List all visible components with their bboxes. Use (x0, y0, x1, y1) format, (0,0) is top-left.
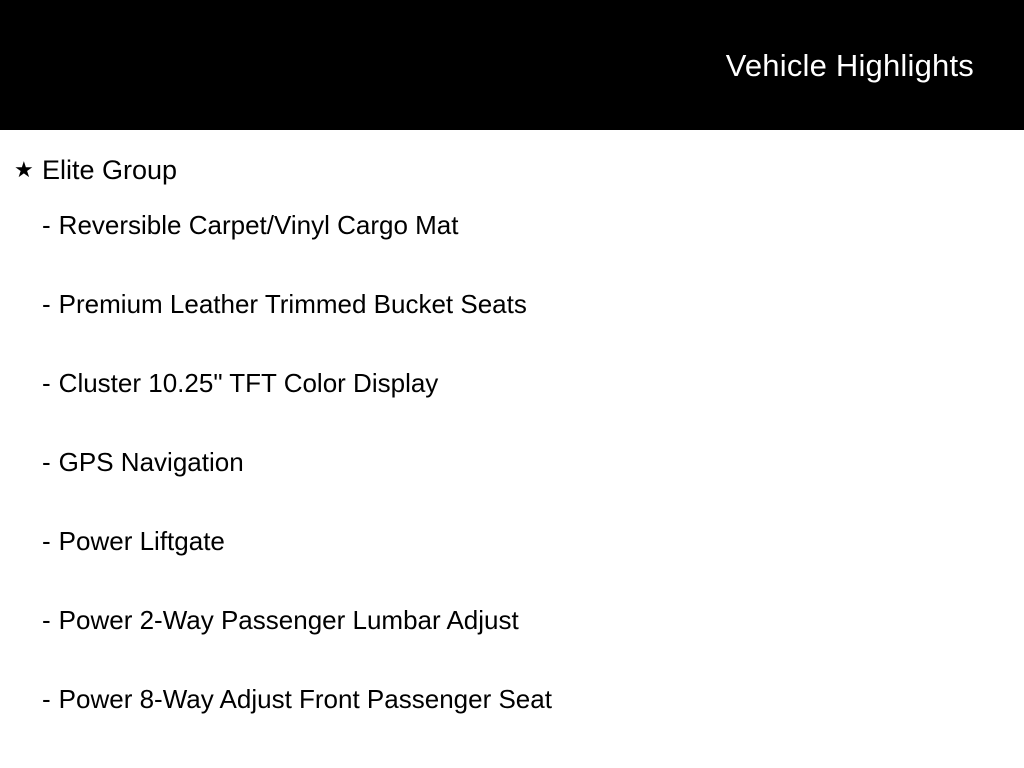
list-item-dash: - (42, 367, 51, 398)
page-title: Vehicle Highlights (725, 47, 974, 83)
group-heading (0, 156, 1024, 186)
list-item-dash: - (42, 604, 51, 635)
list-item (0, 423, 1024, 502)
list-item-label: Power Liftgate (58, 525, 225, 556)
list-item-label: Power 2-Way Passenger Lumbar Adjust (58, 604, 519, 635)
list-item-dash: - (42, 209, 51, 240)
list-item-label: Premium Leather Trimmed Bucket Seats (58, 288, 527, 319)
list-item (0, 344, 1024, 423)
list-item-dash: - (42, 446, 51, 477)
list-item-label: Power 8-Way Adjust Front Passenger Seat (58, 683, 552, 714)
list-item (0, 265, 1024, 344)
list-item-label: Cluster 10.25" TFT Color Display (58, 367, 439, 398)
list-item (0, 186, 1024, 265)
highlights-content (0, 156, 1024, 739)
list-item-dash: - (42, 525, 51, 556)
group-label: Elite Group (42, 155, 178, 185)
star-icon: ★ (14, 157, 34, 182)
list-item (0, 502, 1024, 581)
page-header (0, 0, 1024, 130)
list-item-label: GPS Navigation (58, 446, 244, 477)
list-item-dash: - (42, 288, 51, 319)
list-item (0, 581, 1024, 660)
feature-list (0, 186, 1024, 739)
list-item (0, 660, 1024, 739)
list-item-label: Reversible Carpet/Vinyl Cargo Mat (58, 209, 459, 240)
list-item-dash: - (42, 683, 51, 714)
